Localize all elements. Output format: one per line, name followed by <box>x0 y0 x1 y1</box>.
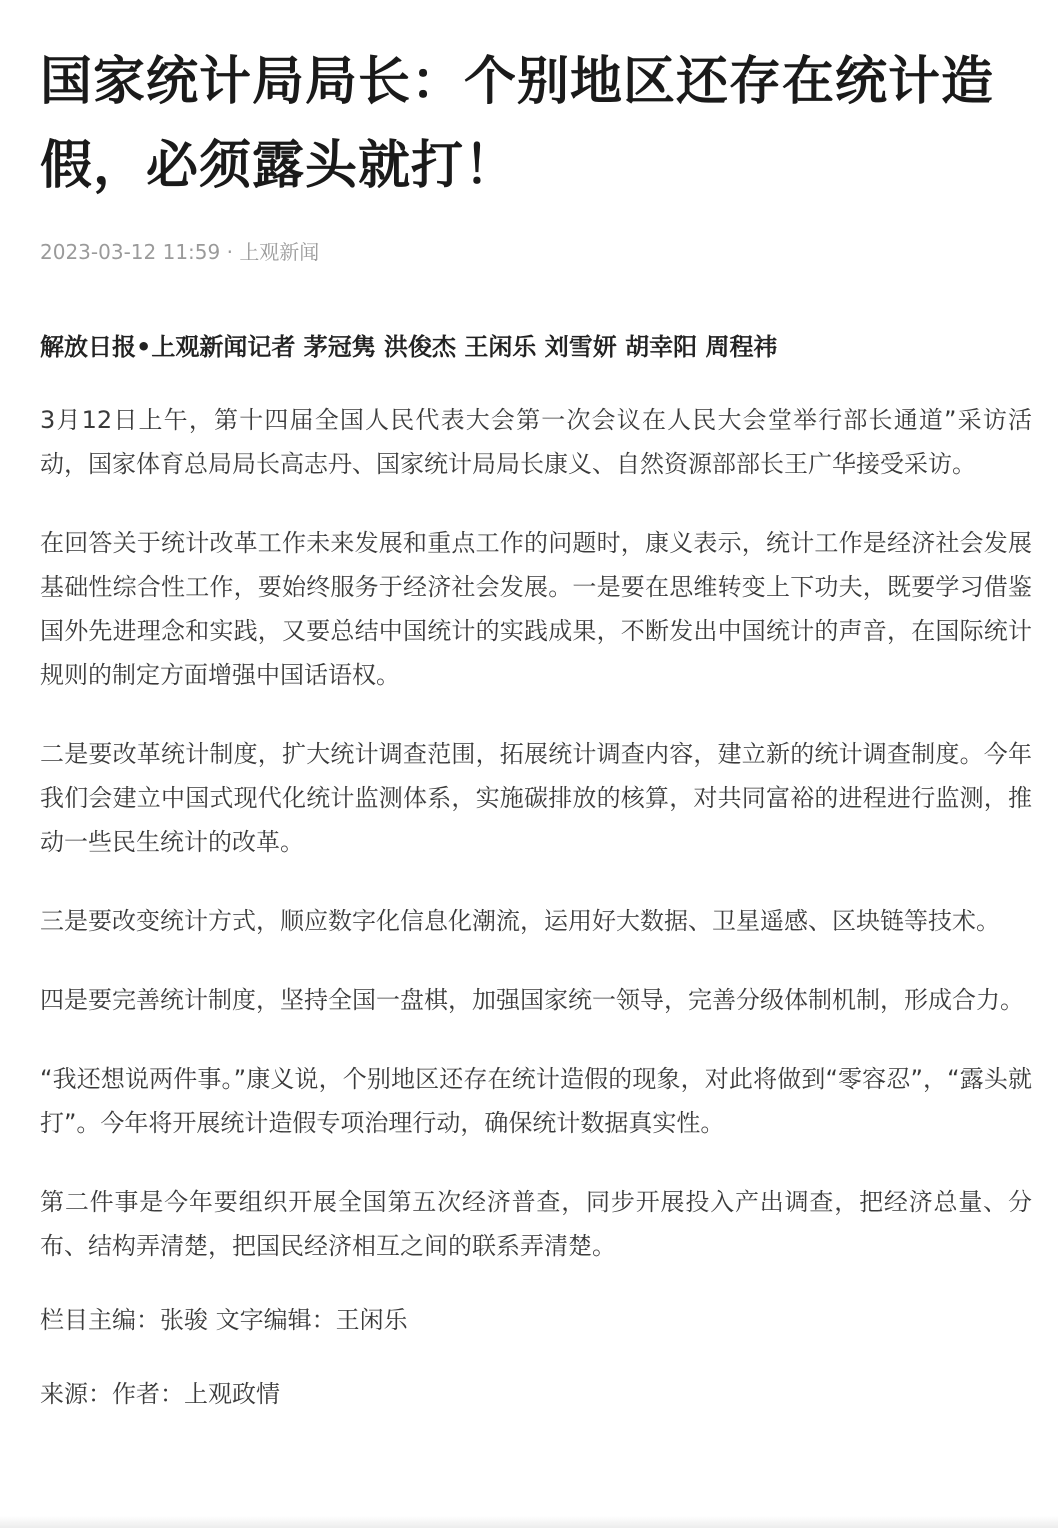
article-title: 国家统计局局长：个别地区还存在统计造假，必须露头就打！ <box>40 52 995 196</box>
paragraph: 3月12日上午，第十四届全国人民代表大会第一次会议在人民大会堂举行部长通道”采访活动，国家体育总局局长高志丹、国家统计局局长康义、自然资源部部长王广华接受采访。 <box>40 406 1032 478</box>
article-meta <box>40 238 1032 266</box>
meta-separator: · <box>220 240 240 264</box>
paragraph: 二是要改革统计制度，扩大统计调查范围，拓展统计调查内容，建立新的统计调查制度。今年我们会建立中国式现代化统计监测体系，实施碳排放的核算，对共同富裕的进程进行监测，推动一些民生统计的改革。 <box>40 740 1032 856</box>
paragraph: 在回答关于统计改革工作未来发展和重点工作的问题时，康义表示，统计工作是经济社会发展基础性综合性工作，要始终服务于经济社会发展。一是要在思维转变上下功夫，既要学习借鉴国外先进理念和实践，又要总结中国统计的实践成果，不断发出中国统计的声音，在国际统计规则的制定方面增强中国话语权。 <box>40 529 1032 689</box>
paragraph: “我还想说两件事。”康义说，个别地区还存在统计造假的现象，对此将做到“零容忍”，“露头就打”。今年将开展统计造假专项治理行动，确保统计数据真实性。 <box>40 1065 1032 1137</box>
paragraph: 三是要改变统计方式，顺应数字化信息化潮流，运用好大数据、卫星遥感、区块链等技术。 <box>40 907 1000 935</box>
paragraph: 四是要完善统计制度，坚持全国一盘棋，加强国家统一领导，完善分级体制机制，形成合力。 <box>40 986 1024 1014</box>
byline: 解放日报•上观新闻记者 茅冠隽 洪俊杰 王闲乐 刘雪妍 胡幸阳 周程祎 <box>40 333 778 361</box>
publish-date: 2023-03-12 11:59 <box>40 240 221 264</box>
paragraph: 第二件事是今年要组织开展全国第五次经济普查，同步开展投入产出调查，把经济总量、分布、结构弄清楚，把国民经济相互之间的联系弄清楚。 <box>40 1188 1032 1260</box>
bottom-edge-shadow <box>0 1516 1058 1528</box>
editor-line: 栏目主编：张骏 文字编辑：王闲乐 <box>40 1306 408 1334</box>
source-line: 来源：作者：上观政情 <box>40 1380 280 1408</box>
article <box>40 40 1032 1416</box>
source-site: 上观新闻 <box>239 240 320 264</box>
